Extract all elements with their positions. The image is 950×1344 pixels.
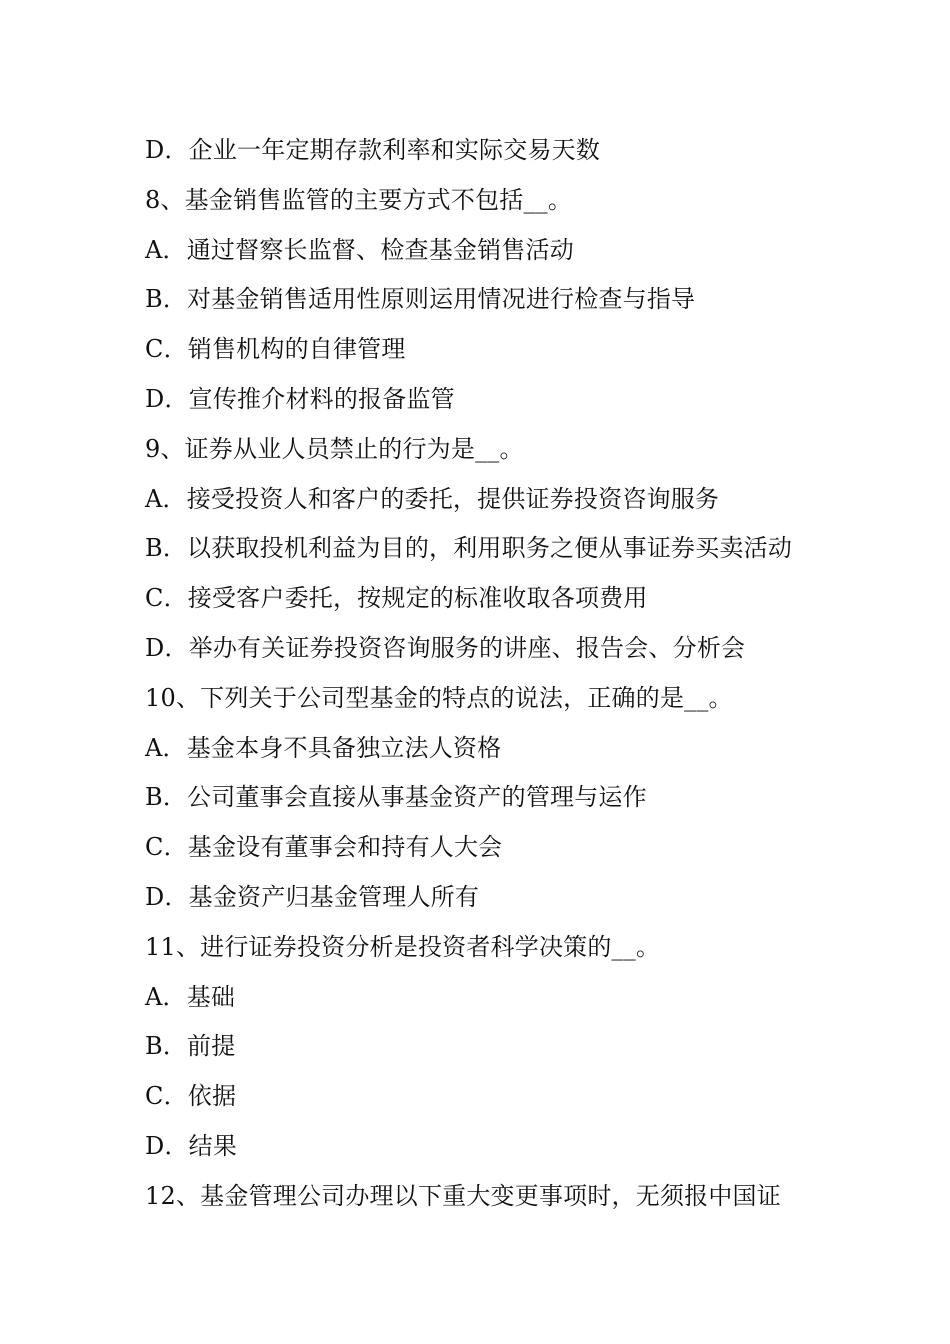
- option-c-q9: C．接受客户委托，按规定的标准收取各项费用: [145, 584, 648, 613]
- option-a-q10: A．基金本身不具备独立法人资格: [145, 733, 502, 762]
- question-8: 8、基金销售监管的主要方式不包括__。: [145, 185, 573, 214]
- question-10: 10、下列关于公司型基金的特点的说法，正确的是__。: [145, 683, 733, 712]
- option-a-q11: A．基础: [145, 982, 236, 1011]
- option-b-q8: B．对基金销售适用性原则运用情况进行检查与指导: [145, 285, 696, 314]
- question-12: 12、基金管理公司办理以下重大变更事项时，无须报中国证: [145, 1181, 781, 1210]
- option-d-q7: D．企业一年定期存款利率和实际交易天数: [145, 136, 601, 164]
- option-b-q9: B．以获取投机利益为目的，利用职务之便从事证券买卖活动: [145, 534, 793, 563]
- option-d-q10: D．基金资产归基金管理人所有: [145, 882, 480, 911]
- question-9: 9、证券从业人员禁止的行为是__。: [145, 434, 524, 463]
- question-11: 11、进行证券投资分析是投资者科学决策的__。: [145, 932, 661, 961]
- option-a-q9: A．接受投资人和客户的委托，提供证券投资咨询服务: [145, 484, 720, 513]
- option-b-q11: B．前提: [145, 1032, 236, 1061]
- document-body: [145, 126, 845, 1222]
- option-c-q8: C．销售机构的自律管理: [145, 335, 406, 364]
- option-c-q10: C．基金设有董事会和持有人大会: [145, 833, 503, 862]
- option-d-q9: D．举办有关证券投资咨询服务的讲座、报告会、分析会: [145, 633, 746, 662]
- option-c-q11: C．依据: [145, 1082, 237, 1111]
- option-d-q8: D．宣传推介材料的报备监管: [145, 384, 455, 413]
- option-a-q8: A．通过督察长监督、检查基金销售活动: [145, 235, 574, 264]
- option-b-q10: B．公司董事会直接从事基金资产的管理与运作: [145, 783, 647, 812]
- option-d-q11: D．结果: [145, 1131, 238, 1160]
